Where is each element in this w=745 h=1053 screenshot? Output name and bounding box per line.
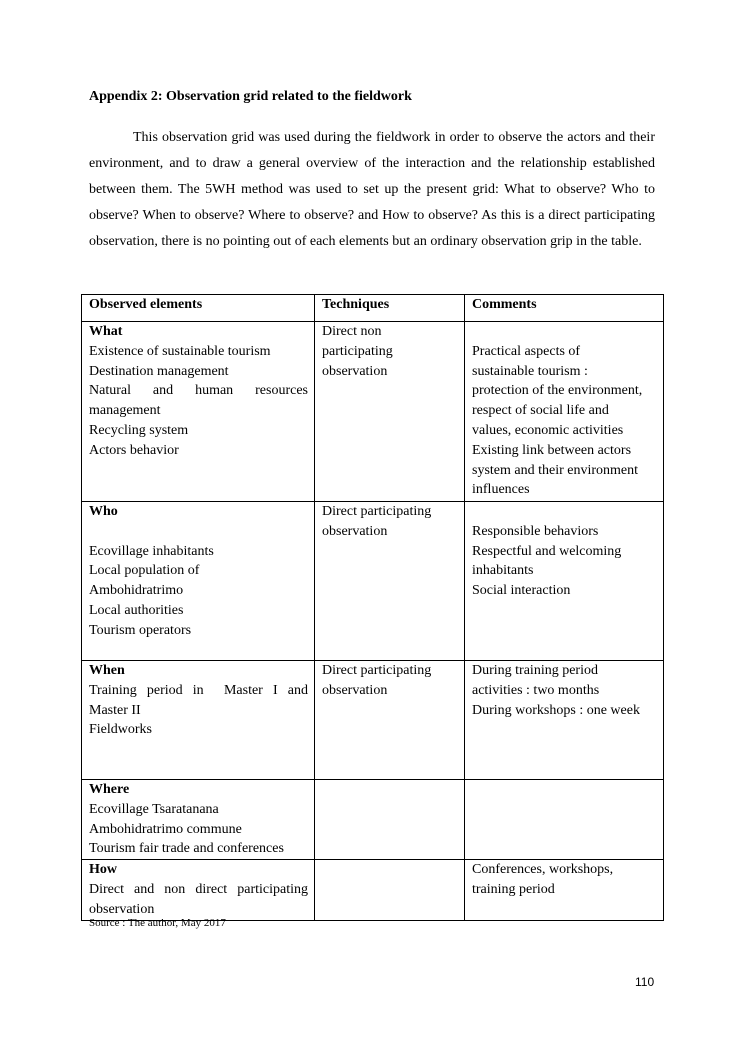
- what-comment: system and their environment: [472, 462, 639, 478]
- header-comments: Comments: [465, 295, 664, 322]
- what-item: management: [89, 403, 161, 419]
- table-row-who: [82, 502, 664, 661]
- what-item: Existence of sustainable tourism: [89, 343, 271, 359]
- when-item: Fieldworks: [89, 722, 152, 738]
- who-item: Ecovillage inhabitants: [89, 543, 214, 559]
- where-item: Ambohidratrimo commune: [89, 821, 242, 837]
- when-comment: activities : two months: [472, 682, 600, 698]
- what-technique: participating: [322, 343, 393, 359]
- when-technique-cell: [315, 661, 465, 780]
- table-row-what: [82, 322, 664, 502]
- when-item: Training period in Master I and: [89, 682, 308, 698]
- what-comment: sustainable tourism :: [472, 363, 588, 379]
- appendix-heading: Appendix 2: Observation grid related to the fieldwork: [89, 89, 412, 104]
- who-comments-cell: [465, 502, 664, 661]
- how-technique-cell: [315, 860, 465, 920]
- what-comment: values, economic activities: [472, 422, 624, 438]
- what-technique: Direct non: [322, 324, 382, 339]
- source-note: Source : The author, May 2017: [89, 917, 226, 929]
- who-item: Local authorities: [89, 602, 184, 618]
- table-row-when: [82, 661, 664, 780]
- what-elements-cell: [82, 322, 315, 502]
- who-comment: Social interaction: [472, 583, 571, 599]
- how-label: How: [89, 862, 117, 878]
- when-comment: During workshops : one week: [472, 702, 640, 718]
- who-comment: Respectful and welcoming: [472, 543, 622, 559]
- when-technique: observation: [322, 682, 388, 698]
- where-elements-cell: [82, 780, 315, 860]
- what-item: Recycling system: [89, 422, 189, 438]
- when-elements-cell: [82, 661, 315, 780]
- who-technique: Direct participating: [322, 504, 432, 519]
- how-elements-cell: [82, 860, 315, 920]
- what-technique: observation: [322, 363, 388, 379]
- how-comment: training period: [472, 881, 555, 897]
- when-comments-cell: [465, 661, 664, 780]
- header-techniques: Techniques: [315, 295, 465, 322]
- where-comments-cell: [465, 780, 664, 860]
- who-item: Ambohidratrimo: [89, 583, 184, 599]
- table-row-how: [82, 860, 664, 920]
- what-comment: Existing link between actors: [472, 442, 632, 458]
- who-item: Tourism operators: [89, 622, 192, 638]
- what-label: What: [89, 324, 123, 339]
- observation-grid-table: [81, 294, 664, 921]
- who-comment: inhabitants: [472, 563, 534, 579]
- where-technique-cell: [315, 780, 465, 860]
- who-item: Local population of: [89, 563, 200, 579]
- table-row-where: [82, 780, 664, 860]
- what-comment: influences: [472, 482, 530, 498]
- how-item: observation: [89, 901, 155, 917]
- when-comment: During training period: [472, 663, 598, 678]
- what-comments-cell: [465, 322, 664, 502]
- table-header-row: [82, 295, 664, 322]
- where-item: Ecovillage Tsaratanana: [89, 801, 219, 817]
- when-label: When: [89, 663, 125, 678]
- intro-paragraph: This observation grid was used during the fieldwork in order to observe the actors and their environment, and to draw a general overview of the interaction and the relationship established between them. The 5WH method was used to set up the present grid: What to observe? Who to observe? When to observe? Where to observe? and How to observe? As this is a direct participating observation, there is no pointing out of each elements but an ordinary observation grip in the table.: [89, 130, 655, 249]
- who-comment: Responsible behaviors: [472, 523, 599, 539]
- who-technique-cell: [315, 502, 465, 661]
- how-item: Direct and non direct participating: [89, 881, 308, 897]
- where-item: Tourism fair trade and conferences: [89, 841, 284, 857]
- page-number: 110: [635, 975, 655, 989]
- what-comment: Practical aspects of: [472, 343, 581, 359]
- what-technique-cell: [315, 322, 465, 502]
- what-comment: protection of the environment,: [472, 383, 643, 399]
- header-observed-elements: Observed elements: [82, 295, 315, 322]
- how-comments-cell: [465, 860, 664, 920]
- where-label: Where: [89, 782, 130, 797]
- what-item: Actors behavior: [89, 442, 179, 458]
- what-item: Destination management: [89, 363, 229, 379]
- what-comment: respect of social life and: [472, 403, 609, 419]
- how-comment: Conferences, workshops,: [472, 862, 614, 878]
- who-elements-cell: [82, 502, 315, 661]
- who-label: Who: [89, 504, 118, 519]
- what-item: Natural and human resources: [89, 383, 308, 399]
- when-item: Master II: [89, 702, 141, 718]
- who-technique: observation: [322, 523, 388, 539]
- when-technique: Direct participating: [322, 663, 432, 678]
